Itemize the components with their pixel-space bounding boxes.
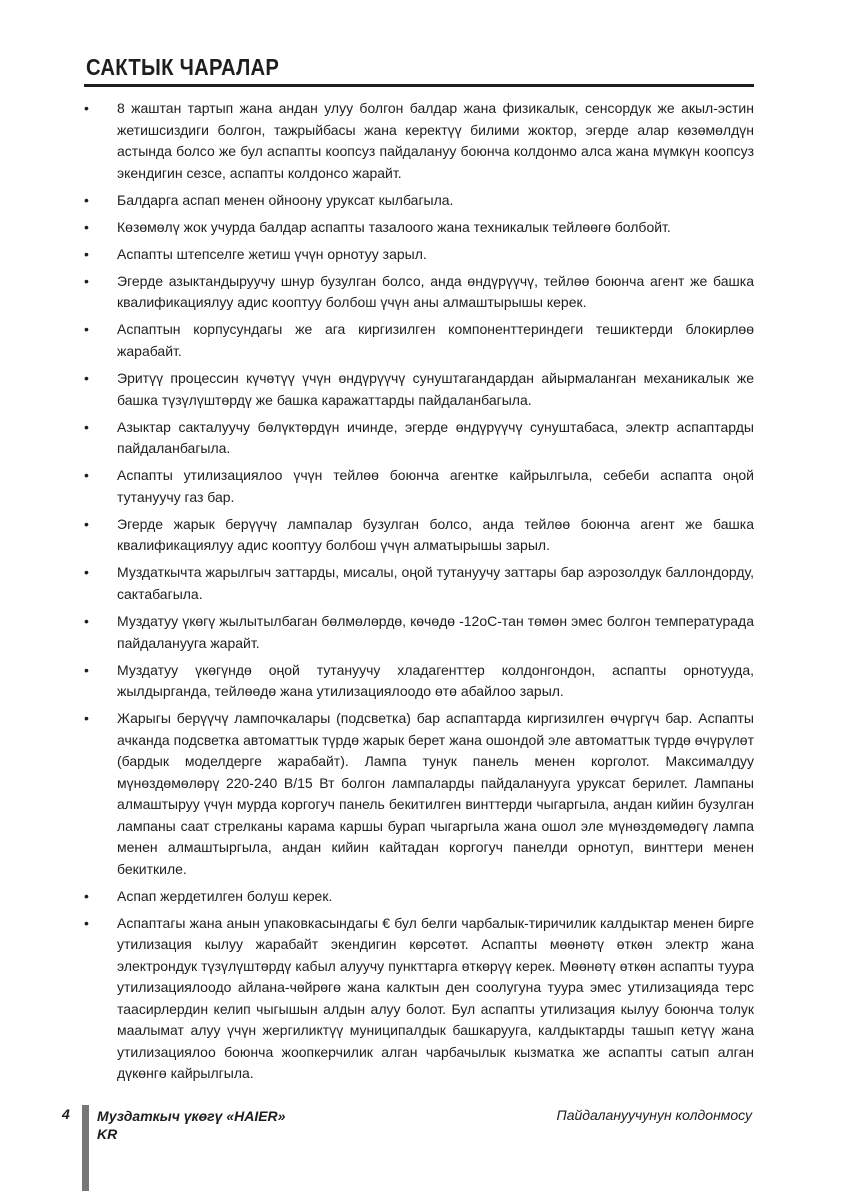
bullet-icon: •: [84, 613, 89, 630]
bullet-icon: •: [84, 218, 89, 235]
list-item-text: Аспапты штепселге жетиш үчүн орнотуу зарыл.: [117, 245, 427, 262]
bullet-icon: •: [84, 321, 89, 338]
list-item: [84, 217, 754, 239]
footer-manual-title: Пайдалануучунун колдонмосу: [556, 1107, 752, 1123]
list-item-text: Муздатуу үкөгүндө оңой тутануучу хладагенттер колдонгондон, аспапты орнотууда, жылдырганда, тейлөөдө жана утилизациялоодо өтө абайлоо зарыл.: [117, 661, 754, 700]
safety-list: [84, 98, 754, 1091]
list-item: [84, 417, 754, 460]
list-item-text: Көзөмөлү жок учурда балдар аспапты тазалоого жана техникалык тейлөөгө болбойт.: [117, 218, 671, 235]
list-item: [84, 465, 754, 508]
list-item-text: 8 жаштан тартып жана андан улуу болгон балдар жана физикалык, сенсордук же акыл-эстин жетишсиздиги болгон, тажрыйбасы жана керектүү билими жоктор, эгерде алар көзөмөлдүн астында болсо же бул аспапты коопсуз пайдалануу боюнча колдонмо алса жана мүмкүн коопсуз экендигин сезсе, аспапты колдонсо жарайт.: [117, 100, 754, 181]
list-item: [84, 886, 754, 908]
list-item: [84, 611, 754, 654]
bullet-icon: •: [84, 245, 89, 262]
list-item: [84, 319, 754, 362]
section-title: САКТЫК ЧАРАЛАР: [86, 54, 280, 80]
footer-product-code: KR: [97, 1126, 118, 1142]
list-item-text: Жарыгы берүүчү лампочкалары (подсветка) бар аспаптарда киргизилген өчүргүч бар. Аспапты ачканда подсветка автоматтык түрдө жарык берет жана ошондой эле автоматтык түрдө өчүрүлөт (бардык моделдерге жарабайт). Лампа тунук панель менен корголот. Максималдуу мүнөздөмөлөрү 220-240 В/15 Вт болгон лампаларды пайдаланууга уруксат берилет. Лампаны алмаштыруу үчүн мурда коргогуч панель бекитилген винттерди чыгаргыла, андан кийин бузулган лампаны саат стрелканы карама каршы бурап чыгаргыла жана ошол эле мүнөздөмөдөгү лампа менен алмаштыргыла, андан кийин кайтадан коргогуч панелди орнотуп, винттери менен бекиткиле.: [117, 710, 754, 877]
list-item: [84, 660, 754, 703]
list-item-text: Азыктар сакталуучу бөлүктөрдүн ичинде, эгерде өндүрүүчү сунуштабаса, электр аспаптарды пайдаланбагыла.: [117, 418, 754, 457]
page-number: 4: [62, 1106, 70, 1122]
bullet-icon: •: [84, 467, 89, 484]
list-item-text: Эритүү процессин күчөтүү үчүн өндүрүүчү сунуштагандардан айырмаланган механикалык же башка түзүлүштөрдү же башка каражаттарды пайдаланбагыла.: [117, 370, 754, 408]
list-item-text: Аспаптын корпусундагы же ага киргизилген компоненттериндеги тешиктерди блокирлөө жарабайт.: [117, 321, 754, 359]
bullet-icon: •: [84, 272, 89, 289]
list-item: [84, 562, 754, 605]
list-item: [84, 913, 754, 1085]
list-item: [84, 98, 754, 184]
bullet-icon: •: [84, 418, 89, 435]
list-item-text: Эгерде жарык берүүчү лампалар бузулган болсо, анда тейлөө боюнча агент же башка квалификациялуу адис кооптуу болбош үчүн алматырышы зарыл.: [117, 515, 754, 554]
list-item: [84, 271, 754, 314]
list-item-text: Муздаткычта жарылгыч заттарды, мисалы, оңой тутануучу заттары бар аэрозолдук баллондорду, сактабагыла.: [117, 564, 754, 602]
list-item: [84, 368, 754, 411]
footer-product: [97, 1107, 285, 1143]
bullet-icon: •: [84, 100, 89, 116]
list-item-text: Эгерде азыктандыруучу шнур бузулган болсо, анда өндүрүүчү, тейлөө боюнча агент же башка квалификациялуу адис кооптуу болбош үчүн аны алмаштырышы керек.: [117, 272, 754, 311]
bullet-icon: •: [84, 515, 89, 532]
bullet-icon: •: [84, 564, 89, 581]
list-item: [84, 190, 754, 212]
bullet-icon: •: [84, 370, 89, 387]
list-item-text: Аспапты утилизациялоо үчүн тейлөө боюнча агентке кайрылгыла, себеби аспапта оңой тутануучу газ бар.: [117, 467, 754, 505]
list-item-text: Муздатуу үкөгү жылытылбаган бөлмөлөрдө, көчөдө -12оС-тан төмөн эмес болгон температурада пайдаланууга жарайт.: [117, 613, 754, 651]
bullet-icon: •: [84, 191, 89, 208]
list-item-text: Балдарга аспап менен ойноону уруксат кылбагыла.: [117, 191, 454, 208]
list-item-text: Аспап жердетилген болуш керек.: [117, 887, 333, 904]
list-item: [84, 514, 754, 557]
bullet-icon: •: [84, 661, 89, 678]
page-edge-bar: [82, 1105, 89, 1191]
list-item-text: Аспаптагы жана анын упаковкасындагы € бул белги чарбалык-тиричилик калдыктар менен бирге утилизация кылуу жарабайт экендигин көрсөтөт. Аспапты мөөнөтү өткөн электр жана электрондук түзүлүштөрдү кабыл алуучу пункттарга өткөрүү керек. Мөөнөтү өткөн аспапты туура утилизациялоодо айлана-чөйрөгө жана калктын ден соолугуна туура эмес утилизацияда терс таасирлердин келип чыгышын алдын алуу болот. Бул аспапты утилизация кылуу боюнча толук маалымат алуу үчүн жергиликтүү муниципалдык башкарууга, калдыктарды ташып кетүү жана утилизациялоо боюнча жоопкерчилик алган чарбачылык кызматка же аспапты сатып алган дүкөнгө кайрылгыла.: [117, 914, 754, 1082]
bullet-icon: •: [84, 710, 89, 727]
list-item: [84, 244, 754, 266]
bullet-icon: •: [84, 914, 89, 931]
footer-product-name: Муздаткыч үкөгү «HAIER»: [97, 1108, 286, 1124]
bullet-icon: •: [84, 887, 89, 904]
list-item: [84, 708, 754, 880]
title-underline: [84, 84, 754, 87]
